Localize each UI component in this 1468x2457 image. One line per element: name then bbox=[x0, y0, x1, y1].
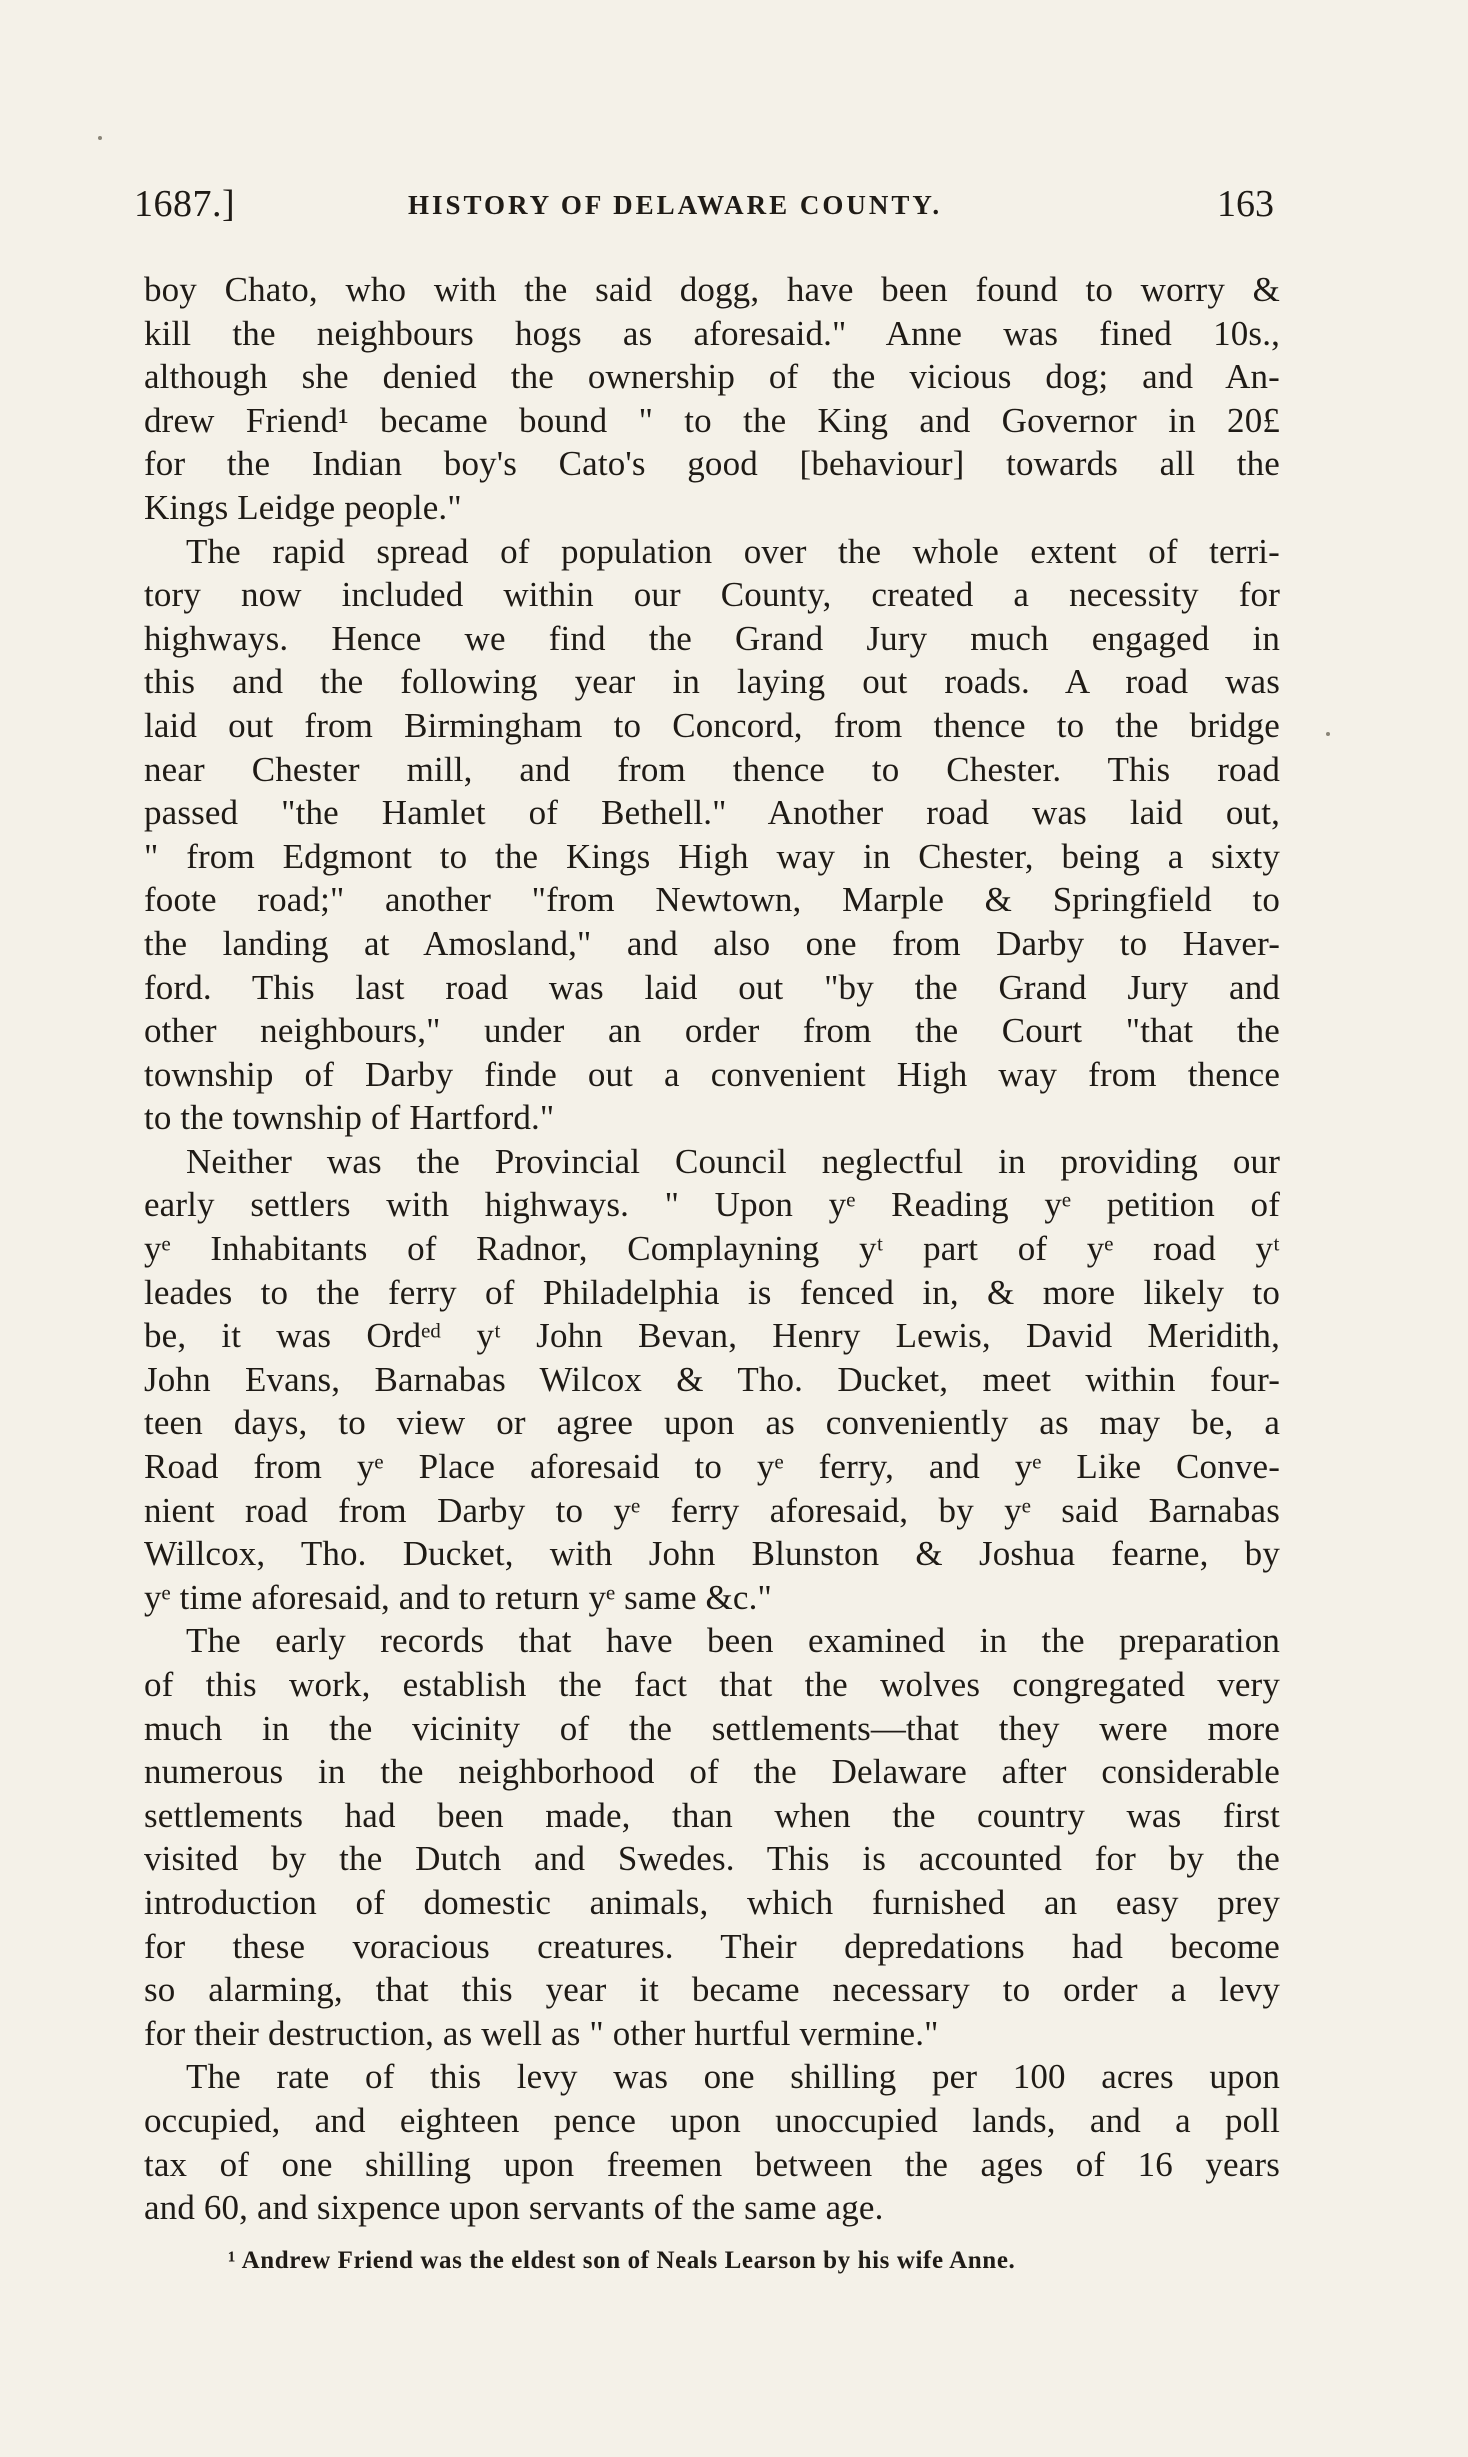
text-line: nient road from Darby to yᵉ ferry aforesaid, by yᵉ said Barnabas bbox=[144, 1490, 1280, 1530]
text-line: John Evans, Barnabas Wilcox & Tho. Ducket, meet within four- bbox=[144, 1359, 1280, 1399]
text-line: passed "the Hamlet of Bethell." Another road was laid out, bbox=[144, 793, 1280, 833]
text-line: numerous in the neighborhood of the Delaware after considerable bbox=[144, 1752, 1280, 1792]
paragraph-start-line: The rapid spread of population over the whole extent of terri- bbox=[186, 531, 1280, 571]
text-line: for the Indian boy's Cato's good [behaviour] towards all the bbox=[144, 444, 1280, 484]
text-line: occupied, and eighteen pence upon unoccupied lands, and a poll bbox=[144, 2100, 1280, 2140]
text-line: foote road;" another "from Newtown, Marple & Springfield to bbox=[144, 880, 1280, 920]
text-line: Kings Leidge people." bbox=[144, 487, 462, 527]
paper-speck bbox=[1326, 732, 1330, 736]
paragraph-start-line: Neither was the Provincial Council neglectful in providing our bbox=[186, 1141, 1280, 1181]
paragraph-start-line: The early records that have been examined in the preparation bbox=[186, 1621, 1280, 1661]
text-line: township of Darby finde out a convenient High way from thence bbox=[144, 1054, 1280, 1094]
text-line: introduction of domestic animals, which furnished an easy prey bbox=[144, 1882, 1280, 1922]
paper-speck bbox=[98, 136, 102, 140]
text-line: ford. This last road was laid out "by the Grand Jury and bbox=[144, 967, 1280, 1007]
text-line: laid out from Birmingham to Concord, from thence to the bridge bbox=[144, 705, 1280, 745]
body-text bbox=[144, 268, 1280, 2230]
text-line: early settlers with highways. " Upon yᵉ Reading yᵉ petition of bbox=[144, 1185, 1280, 1225]
header-year: 1687.] bbox=[134, 183, 236, 225]
text-line: be, it was Ordᵉᵈ yᵗ John Bevan, Henry Lewis, David Meridith, bbox=[144, 1316, 1280, 1356]
running-header bbox=[134, 182, 1274, 232]
text-line: Willcox, Tho. Ducket, with John Blunston & Joshua fearne, by bbox=[144, 1534, 1280, 1574]
header-title: HISTORY OF DELAWARE COUNTY. bbox=[408, 190, 943, 220]
paragraph-start-line: The rate of this levy was one shilling per 100 acres upon bbox=[186, 2057, 1280, 2097]
text-line: highways. Hence we find the Grand Jury much engaged in bbox=[144, 618, 1280, 658]
text-line: so alarming, that this year it became necessary to order a levy bbox=[144, 1970, 1280, 2010]
text-line: of this work, establish the fact that the wolves congregated very bbox=[144, 1665, 1280, 1704]
text-line: yᵉ time aforesaid, and to return yᵉ same &c." bbox=[144, 1577, 772, 1617]
text-line: for their destruction, as well as " other hurtful vermine." bbox=[144, 2013, 939, 2053]
text-line: teen days, to view or agree upon as conveniently as may be, a bbox=[144, 1403, 1280, 1443]
text-line: drew Friend¹ became bound " to the King and Governor in 20£ bbox=[144, 400, 1280, 440]
text-line: yᵉ Inhabitants of Radnor, Complayning yᵗ part of yᵉ road yᵗ bbox=[144, 1229, 1280, 1269]
text-line: " from Edgmont to the Kings High way in Chester, being a sixty bbox=[144, 836, 1280, 876]
text-line: visited by the Dutch and Swedes. This is accounted for by the bbox=[144, 1839, 1280, 1879]
page-number: 163 bbox=[1217, 183, 1274, 225]
footnote: ¹ Andrew Friend was the eldest son of Neals Learson by his wife Anne. bbox=[228, 2247, 1016, 2274]
text-line: this and the following year in laying out roads. A road was bbox=[144, 662, 1280, 702]
text-line: Road from yᵉ Place aforesaid to yᵉ ferry, and yᵉ Like Conve- bbox=[144, 1447, 1280, 1487]
text-line: the landing at Amosland," and also one from Darby to Haver- bbox=[144, 923, 1280, 963]
text-line: leades to the ferry of Philadelphia is fenced in, & more likely to bbox=[144, 1272, 1280, 1312]
text-line: although she denied the ownership of the vicious dog; and An- bbox=[144, 357, 1280, 397]
text-line: kill the neighbours hogs as aforesaid." Anne was fined 10s., bbox=[144, 313, 1280, 353]
text-line: tax of one shilling upon freemen between the ages of 16 years bbox=[144, 2144, 1280, 2184]
text-line: and 60, and sixpence upon servants of the same age. bbox=[144, 2188, 884, 2228]
text-line: to the township of Hartford." bbox=[144, 1098, 555, 1138]
text-line: boy Chato, who with the said dogg, have been found to worry & bbox=[144, 270, 1280, 309]
text-line: tory now included within our County, created a necessity for bbox=[144, 575, 1280, 615]
text-line: near Chester mill, and from thence to Chester. This road bbox=[144, 749, 1280, 789]
text-line: other neighbours," under an order from the Court "that the bbox=[144, 1011, 1280, 1051]
text-line: much in the vicinity of the settlements—that they were more bbox=[144, 1708, 1280, 1748]
text-line: for these voracious creatures. Their depredations had become bbox=[144, 1926, 1280, 1966]
text-line: settlements had been made, than when the country was first bbox=[144, 1795, 1280, 1835]
